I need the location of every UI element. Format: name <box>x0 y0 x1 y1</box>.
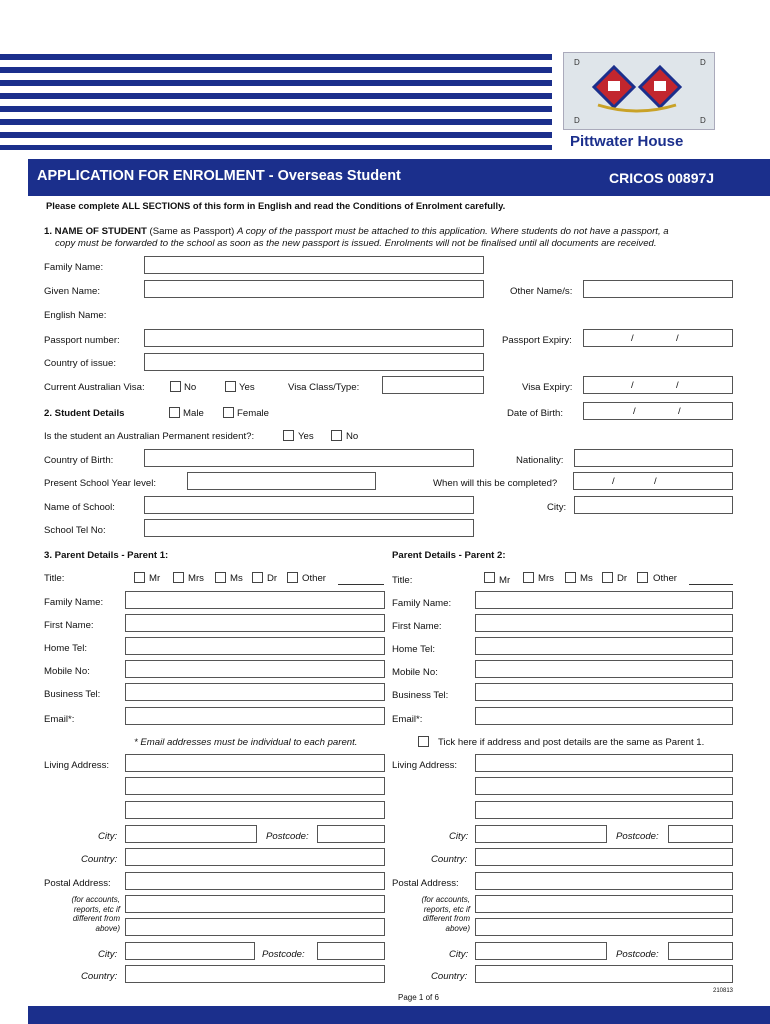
p1-business-tel-input[interactable] <box>125 683 385 701</box>
p2-postal-city-label: City: <box>449 949 469 960</box>
p1-first-name-label: First Name: <box>44 620 94 631</box>
section1-note: copy must be forwarded to the school as soon as the new passport is issued. Enrolments will not be finalised until all documents are received. <box>55 238 657 249</box>
p2-business-tel-input[interactable] <box>475 683 733 701</box>
svg-text:D: D <box>700 58 706 67</box>
p1-postal-city-input[interactable] <box>125 942 255 960</box>
school-name-input[interactable] <box>144 496 474 514</box>
permanent-resident-label: Is the student an Australian Permanent resident?: <box>44 431 255 442</box>
passport-number-input[interactable] <box>144 329 484 347</box>
p1-mr-checkbox[interactable] <box>134 572 145 583</box>
p1-postal-note: (for accounts, reports, etc if different from above) <box>71 895 120 933</box>
when-completed-input[interactable]: / / <box>573 472 733 490</box>
p2-other-line[interactable] <box>689 584 733 585</box>
p2-postal-address-line1[interactable] <box>475 872 733 890</box>
p1-mr-label: Mr <box>149 573 161 584</box>
p1-postal-address-line2[interactable] <box>125 895 385 913</box>
p1-postal-address-label: Postal Address: <box>44 878 111 889</box>
p2-dr-checkbox[interactable] <box>602 572 613 583</box>
page-number: Page 1 of 6 <box>398 993 439 1002</box>
p2-postal-postcode-label: Postcode: <box>616 949 659 960</box>
p1-postal-country-label: Country: <box>81 971 118 982</box>
p1-home-tel-input[interactable] <box>125 637 385 655</box>
p2-other-checkbox[interactable] <box>637 572 648 583</box>
pr-no-checkbox[interactable] <box>331 430 342 441</box>
p2-home-tel-input[interactable] <box>475 637 733 655</box>
p2-home-tel-label: Home Tel: <box>392 644 436 655</box>
dob-input[interactable]: / / <box>583 402 733 420</box>
svg-text:D: D <box>700 116 706 125</box>
dob-label: Date of Birth: <box>507 408 563 419</box>
cricos-code: CRICOS 00897J <box>609 170 715 186</box>
pr-no-label: No <box>346 431 359 442</box>
visa-class-label: Visa Class/Type: <box>288 382 360 393</box>
given-name-input[interactable] <box>144 280 484 298</box>
p1-postcode-input[interactable] <box>317 825 385 843</box>
current-visa-label: Current Australian Visa: <box>44 382 145 393</box>
p2-dr-label: Dr <box>617 573 628 584</box>
visa-expiry-label: Visa Expiry: <box>522 382 573 393</box>
p1-other-label: Other <box>302 573 326 584</box>
female-checkbox[interactable] <box>223 407 234 418</box>
p1-country-label: Country: <box>81 854 118 865</box>
p1-city-input[interactable] <box>125 825 257 843</box>
p2-postal-address-line2[interactable] <box>475 895 733 913</box>
passport-number-label: Passport number: <box>44 335 120 346</box>
passport-expiry-input[interactable]: / / <box>583 329 733 347</box>
intro-text: Please complete ALL SECTIONS of this form in English and read the Conditions of Enrolment carefully. <box>46 200 506 211</box>
p2-mr-checkbox[interactable] <box>484 572 495 583</box>
p1-postal-country-input[interactable] <box>125 965 385 983</box>
p2-business-tel-label: Business Tel: <box>392 690 449 701</box>
p1-email-label: Email*: <box>44 714 75 725</box>
male-label: Male <box>183 408 204 419</box>
passport-expiry-label: Passport Expiry: <box>502 335 572 346</box>
p2-title-label: Title: <box>392 575 413 586</box>
p2-country-input[interactable] <box>475 848 733 866</box>
p2-postal-country-label: Country: <box>431 971 468 982</box>
p2-mrs-checkbox[interactable] <box>523 572 534 583</box>
p2-country-label: Country: <box>431 854 468 865</box>
p1-mobile-input[interactable] <box>125 660 385 678</box>
form-code: 210813 <box>713 988 734 994</box>
p1-postal-postcode-input[interactable] <box>317 942 385 960</box>
female-label: Female <box>237 408 269 419</box>
section3-heading-parent2: Parent Details - Parent 2: <box>392 550 506 561</box>
p1-postal-address-line3[interactable] <box>125 918 385 936</box>
p2-ms-checkbox[interactable] <box>565 572 576 583</box>
p2-mr-label: Mr <box>499 575 511 586</box>
school-year-label: Present School Year level: <box>44 478 156 489</box>
school-name: Pittwater House <box>570 133 684 150</box>
p1-family-name-input[interactable] <box>125 591 385 609</box>
school-logo <box>563 52 715 130</box>
section3-heading-parent1: 3. Parent Details - Parent 1: <box>44 550 169 561</box>
same-address-label: Tick here if address and post details are the same as Parent 1. <box>438 737 705 748</box>
section1-heading: 1. NAME OF STUDENT (Same as Passport) A copy of the passport must be attached to this application. Where students do not have a passport, a <box>44 226 669 237</box>
p2-mobile-label: Mobile No: <box>392 667 438 678</box>
country-of-birth-input[interactable] <box>144 449 474 467</box>
p1-other-checkbox[interactable] <box>287 572 298 583</box>
visa-yes-checkbox[interactable] <box>225 381 236 392</box>
country-of-issue-label: Country of issue: <box>44 358 116 369</box>
when-completed-label: When will this be completed? <box>433 478 558 489</box>
p2-other-label: Other <box>653 573 677 584</box>
p1-title-label: Title: <box>44 573 65 584</box>
p1-home-tel-label: Home Tel: <box>44 643 88 654</box>
other-names-label: Other Name/s: <box>510 286 573 297</box>
school-city-label: City: <box>547 502 567 513</box>
p1-ms-checkbox[interactable] <box>215 572 226 583</box>
section2-heading: 2. Student Details <box>44 408 125 419</box>
same-address-checkbox[interactable] <box>418 736 429 747</box>
p1-email-input[interactable] <box>125 707 385 725</box>
p2-family-name-label: Family Name: <box>392 598 452 609</box>
svg-text:D: D <box>574 116 580 125</box>
male-checkbox[interactable] <box>169 407 180 418</box>
p1-other-line[interactable] <box>338 584 384 585</box>
p2-mobile-input[interactable] <box>475 660 733 678</box>
p2-city-input[interactable] <box>475 825 607 843</box>
nationality-input[interactable] <box>574 449 733 467</box>
school-tel-input[interactable] <box>144 519 474 537</box>
p1-first-name-input[interactable] <box>125 614 385 632</box>
footer-bar <box>0 1006 770 1024</box>
p1-dr-checkbox[interactable] <box>252 572 263 583</box>
p2-mrs-label: Mrs <box>538 573 554 584</box>
school-city-input[interactable] <box>574 496 733 514</box>
nationality-label: Nationality: <box>516 455 564 466</box>
p1-family-name-label: Family Name: <box>44 597 104 608</box>
school-name-label: Name of School: <box>44 502 115 513</box>
p2-living-address-line3[interactable] <box>475 801 733 819</box>
p1-postal-postcode-label: Postcode: <box>262 949 305 960</box>
crest-icon <box>564 53 714 129</box>
visa-no-label: No <box>184 382 197 393</box>
p2-ms-label: Ms <box>580 573 593 584</box>
p1-postcode-label: Postcode: <box>266 831 309 842</box>
p2-postal-postcode-input[interactable] <box>668 942 733 960</box>
p2-email-input[interactable] <box>475 707 733 725</box>
p1-living-address-line3[interactable] <box>125 801 385 819</box>
title-bar <box>0 159 770 196</box>
p1-country-input[interactable] <box>125 848 385 866</box>
other-names-input[interactable] <box>583 280 733 298</box>
school-year-input[interactable] <box>187 472 376 490</box>
visa-class-input[interactable] <box>382 376 484 394</box>
p2-postal-address-line3[interactable] <box>475 918 733 936</box>
p2-postal-address-label: Postal Address: <box>392 878 459 889</box>
p1-postal-city-label: City: <box>98 949 118 960</box>
p2-living-address-label: Living Address: <box>392 760 458 771</box>
p2-city-label: City: <box>449 831 469 842</box>
visa-expiry-input[interactable]: / / <box>583 376 733 394</box>
p1-mrs-label: Mrs <box>188 573 204 584</box>
p1-city-label: City: <box>98 831 118 842</box>
english-name-label: English Name: <box>44 310 107 321</box>
p2-first-name-label: First Name: <box>392 621 442 632</box>
family-name-input[interactable] <box>144 256 484 274</box>
p2-postal-city-input[interactable] <box>475 942 607 960</box>
visa-yes-label: Yes <box>239 382 255 393</box>
p1-mrs-checkbox[interactable] <box>173 572 184 583</box>
p2-family-name-input[interactable] <box>475 591 733 609</box>
p1-ms-label: Ms <box>230 573 243 584</box>
country-of-birth-label: Country of Birth: <box>44 455 114 466</box>
p2-first-name-input[interactable] <box>475 614 733 632</box>
family-name-label: Family Name: <box>44 262 104 273</box>
p1-mobile-label: Mobile No: <box>44 666 90 677</box>
country-of-issue-input[interactable] <box>144 353 484 371</box>
visa-no-checkbox[interactable] <box>170 381 181 392</box>
svg-text:D: D <box>574 58 580 67</box>
p1-living-address-label: Living Address: <box>44 760 110 771</box>
given-name-label: Given Name: <box>44 286 100 297</box>
p1-living-address-line2[interactable] <box>125 777 385 795</box>
p1-dr-label: Dr <box>267 573 278 584</box>
p1-business-tel-label: Business Tel: <box>44 689 101 700</box>
p2-living-address-line2[interactable] <box>475 777 733 795</box>
p1-living-address-line1[interactable] <box>125 754 385 772</box>
school-tel-label: School Tel No: <box>44 525 106 536</box>
pr-yes-checkbox[interactable] <box>283 430 294 441</box>
p2-email-label: Email*: <box>392 714 423 725</box>
p2-postal-note: (for accounts, reports, etc if different from above) <box>421 895 470 933</box>
p2-postal-country-input[interactable] <box>475 965 733 983</box>
email-note: * Email addresses must be individual to each parent. <box>134 737 358 748</box>
pr-yes-label: Yes <box>298 431 314 442</box>
p2-postcode-label: Postcode: <box>616 831 659 842</box>
p1-postal-address-line1[interactable] <box>125 872 385 890</box>
p2-living-address-line1[interactable] <box>475 754 733 772</box>
p2-postcode-input[interactable] <box>668 825 733 843</box>
form-title: APPLICATION FOR ENROLMENT - Overseas Student <box>37 168 401 184</box>
